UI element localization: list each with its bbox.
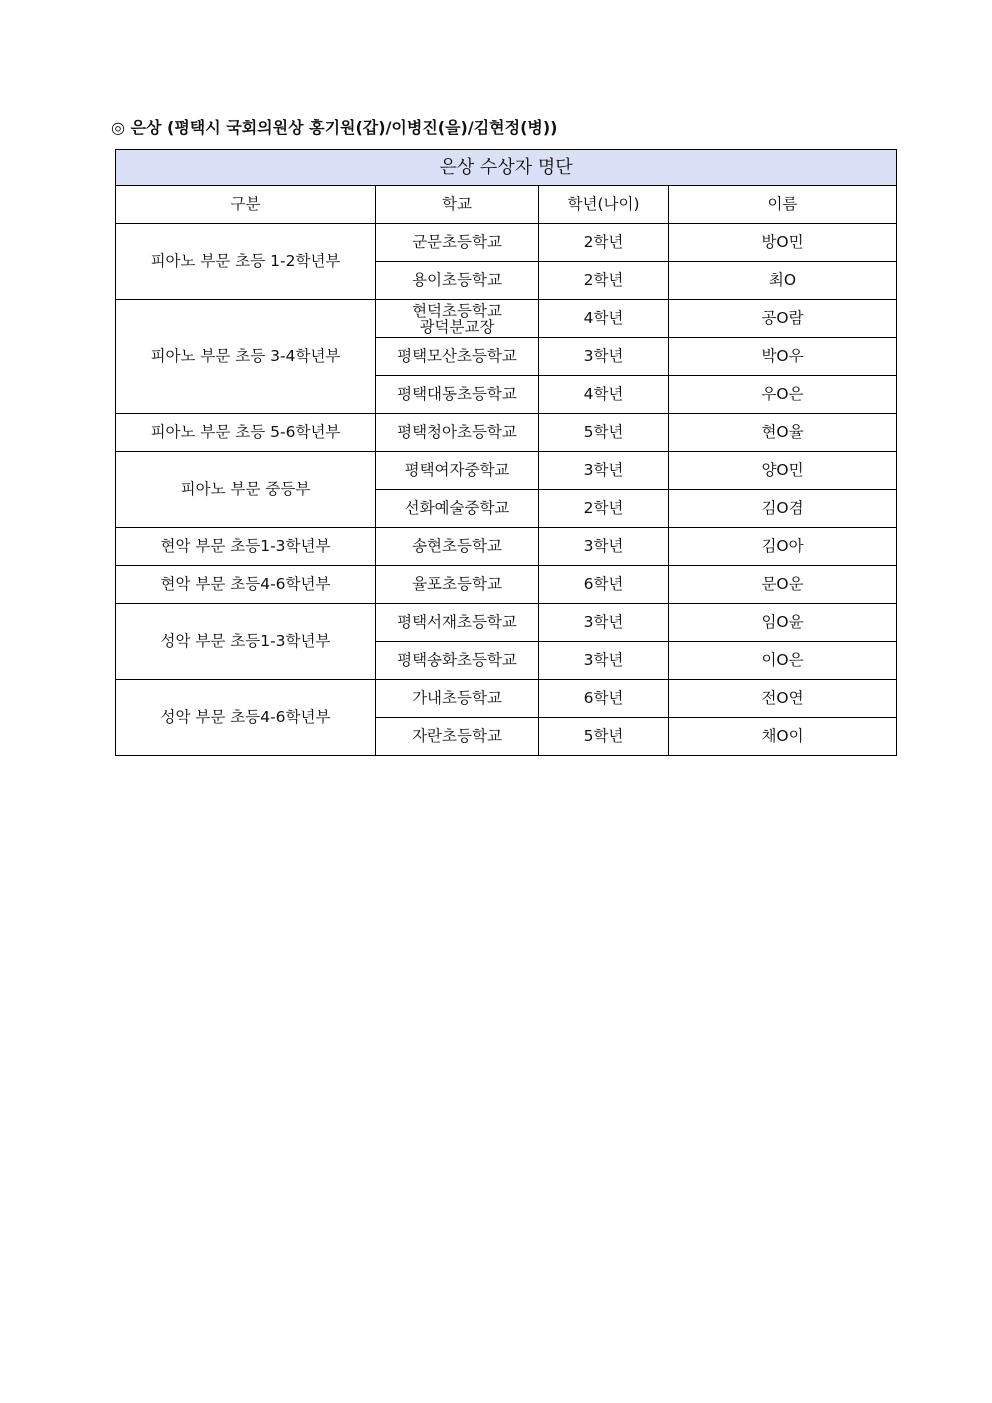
category-cell: 성악 부문 초등4-6학년부 xyxy=(116,680,376,756)
table-row xyxy=(116,300,897,338)
name-cell: 박O우 xyxy=(669,338,897,376)
table-row xyxy=(116,680,897,718)
school-cell: 평택모산초등학교 xyxy=(376,338,539,376)
grade-cell: 4학년 xyxy=(539,300,669,338)
school-cell: 평택여자중학교 xyxy=(376,452,539,490)
school-cell: 송현초등학교 xyxy=(376,528,539,566)
name-cell: 양O민 xyxy=(669,452,897,490)
grade-cell: 6학년 xyxy=(539,566,669,604)
table-row xyxy=(116,224,897,262)
name-cell: 채O이 xyxy=(669,718,897,756)
school-line-1: 현덕초등학교 xyxy=(412,301,502,320)
school-cell: 평택서재초등학교 xyxy=(376,604,539,642)
school-cell: 율포초등학교 xyxy=(376,566,539,604)
category-cell: 피아노 부문 중등부 xyxy=(116,452,376,528)
section-heading: ◎ 은상 (평택시 국회의원상 홍기원(갑)/이병진(을)/김현정(병)) xyxy=(111,118,558,137)
name-cell: 임O윤 xyxy=(669,604,897,642)
school-cell: 가내초등학교 xyxy=(376,680,539,718)
category-cell: 피아노 부문 초등 1-2학년부 xyxy=(116,224,376,300)
school-cell: 자란초등학교 xyxy=(376,718,539,756)
name-cell: 우O은 xyxy=(669,376,897,414)
grade-cell: 2학년 xyxy=(539,224,669,262)
name-cell: 김O아 xyxy=(669,528,897,566)
header-name: 이름 xyxy=(669,186,897,224)
school-cell: 군문초등학교 xyxy=(376,224,539,262)
grade-cell: 2학년 xyxy=(539,490,669,528)
school-cell: 평택송화초등학교 xyxy=(376,642,539,680)
grade-cell: 3학년 xyxy=(539,528,669,566)
table-row xyxy=(116,604,897,642)
table-row xyxy=(116,566,897,604)
category-cell: 성악 부문 초등1-3학년부 xyxy=(116,604,376,680)
grade-cell: 3학년 xyxy=(539,642,669,680)
name-cell: 김O겸 xyxy=(669,490,897,528)
header-grade: 학년(나이) xyxy=(539,186,669,224)
category-cell: 현악 부문 초등1-3학년부 xyxy=(116,528,376,566)
header-category: 구분 xyxy=(116,186,376,224)
name-cell: 최O xyxy=(669,262,897,300)
award-table xyxy=(115,149,897,756)
grade-cell: 6학년 xyxy=(539,680,669,718)
header-school: 학교 xyxy=(376,186,539,224)
grade-cell: 5학년 xyxy=(539,414,669,452)
grade-cell: 3학년 xyxy=(539,604,669,642)
table-row xyxy=(116,414,897,452)
grade-cell: 4학년 xyxy=(539,376,669,414)
name-cell: 공O람 xyxy=(669,300,897,338)
grade-cell: 2학년 xyxy=(539,262,669,300)
name-cell: 이O은 xyxy=(669,642,897,680)
category-cell: 피아노 부문 초등 3-4학년부 xyxy=(116,300,376,414)
grade-cell: 3학년 xyxy=(539,452,669,490)
table-title: 은상 수상자 명단 xyxy=(116,150,897,186)
category-cell: 현악 부문 초등4-6학년부 xyxy=(116,566,376,604)
name-cell: 현O율 xyxy=(669,414,897,452)
school-cell: 선화예술중학교 xyxy=(376,490,539,528)
grade-cell: 5학년 xyxy=(539,718,669,756)
name-cell: 전O연 xyxy=(669,680,897,718)
grade-cell: 3학년 xyxy=(539,338,669,376)
school-cell: 평택청아초등학교 xyxy=(376,414,539,452)
table-row xyxy=(116,528,897,566)
school-line-2: 광덕분교장 xyxy=(419,317,495,336)
school-cell: 용이초등학교 xyxy=(376,262,539,300)
table-row xyxy=(116,452,897,490)
school-cell: 평택대동초등학교 xyxy=(376,376,539,414)
school-cell xyxy=(376,300,539,338)
name-cell: 문O운 xyxy=(669,566,897,604)
name-cell: 방O민 xyxy=(669,224,897,262)
category-cell: 피아노 부문 초등 5-6학년부 xyxy=(116,414,376,452)
